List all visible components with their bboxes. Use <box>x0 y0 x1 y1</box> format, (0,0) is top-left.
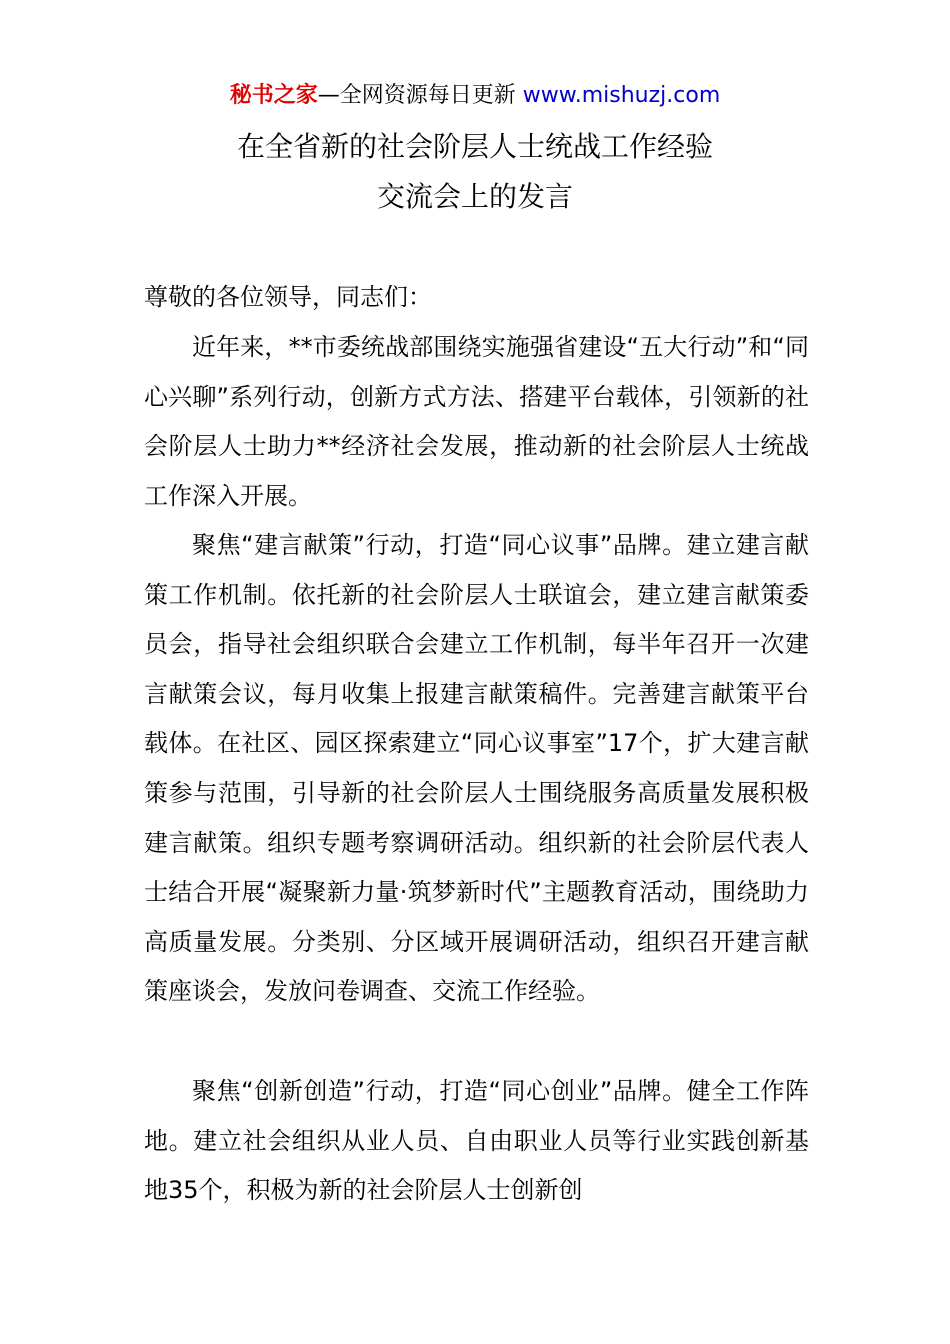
paragraph-intro: 近年来，**市委统战部围绕实施强省建设“五大行动”和“同心兴聊”系列行动，创新方式方法、搭建平台载体，引领新的社会阶层人士助力**经济社会发展，推动新的社会阶层人士统战工作深入开展。 <box>144 333 809 510</box>
salutation: 尊敬的各位领导，同志们： <box>144 283 432 311</box>
document-title-line-1: 在全省新的社会阶层人士统战工作经验 <box>236 130 713 163</box>
paragraph-advice: 聚焦“建言献策”行动，打造“同心议事”品牌。建立建言献策工作机制。依托新的社会阶层人士联谊会，建立建言献策委员会，指导社会组织联合会建立工作机制，每半年召开一次建言献策会议，每月收集上报建言献策稿件。完善建言献策平台载体。在社区、园区探索建立“同心议事室”17个，扩大建言献策参与范围，引导新的社会阶层人士围绕服务高质量发展积极建言献策。组织专题考察调研活动。组织新的社会阶层代表人士结合开展“凝聚新力量·筑梦新时代”主题教育活动，围绕助力高质量发展。分类别、分区域开展调研活动，组织召开建言献策座谈会，发放问卷调查、交流工作经验。 <box>144 531 809 1006</box>
site-url[interactable]: www.mishuzj.com <box>522 83 721 108</box>
site-header <box>0 80 950 112</box>
brand-name: 秘书之家 <box>229 83 318 108</box>
document-title-line-2: 交流会上的发言 <box>376 180 573 213</box>
header-tagline: —全网资源每日更新 <box>317 83 516 108</box>
paragraph-innovation: 聚焦“创新创造”行动，打造“同心创业”品牌。健全工作阵地。建立社会组织从业人员、自由职业人员等行业实践创新基地35个，积极为新的社会阶层人士创新创 <box>144 1077 809 1205</box>
